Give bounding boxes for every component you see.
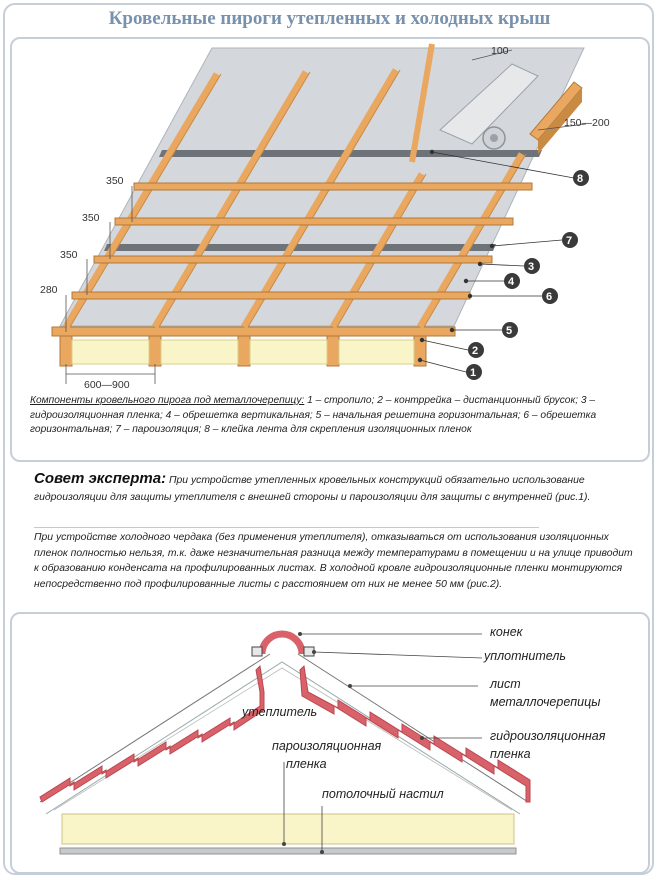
cold-roof-note: При устройстве холодного чердака (без применения утеплителя), отказываться от использования изоляционных пленок полностью нельзя, т.к. даже незначительная разница между температурами в помещении и на улице приводит к образованию конденсата на профилированных листах. В холодной кровле гидроизоляционные пленки монтируются непосредственно под профилированные листы с расстоянием от них не менее 50 мм (рис.2). [34, 532, 633, 590]
svg-text:7: 7 [566, 235, 573, 247]
dim-350-top: 350 [106, 175, 124, 187]
label-vapor-line1: пароизоляционная [272, 739, 382, 753]
ridge-cap [262, 634, 302, 654]
marker-4 [504, 273, 520, 289]
caption-lead: Компоненты кровельного пирога под металлочерепицу: [30, 395, 305, 406]
ceiling-deck [60, 848, 516, 854]
marker-5 [502, 322, 518, 338]
metal-tile-left [40, 666, 264, 802]
svg-text:2: 2 [472, 345, 479, 357]
cold-roof-diagram-panel [10, 612, 650, 874]
svg-text:3: 3 [528, 261, 535, 273]
label-sheet-line1: лист [490, 677, 521, 691]
svg-text:4: 4 [508, 276, 515, 288]
dim-100: 100 [491, 45, 509, 57]
expert-lead: Совет эксперта: [34, 470, 167, 487]
marker-1 [466, 364, 482, 380]
page-title: Кровельные пироги утепленных и холодных крыш [108, 8, 551, 29]
dim-150-200: 150—200 [564, 117, 610, 129]
expert-text: При устройстве утепленных кровельных конструкций обязательно использование гидроизоляции для защиты утеплителя с внешней стороны и пароизоляции для защиты с внутренней (рис.1). [34, 475, 591, 503]
dim-280: 280 [40, 284, 58, 296]
label-waterproof-line2: пленка [490, 747, 531, 761]
ceiling-insulation [62, 814, 514, 844]
label-insulation: утеплитель [242, 705, 318, 719]
svg-text:6: 6 [546, 291, 553, 303]
caption-text: 1 – стропило; 2 – контррейка – дистанционный брусок; 3 – гидроизоляционная пленка; 4 – обрешетка вертикальная; 5 – начальная решетина горизонтальная; 6 – обрешетка горизонтальная; 7 – пароизоляция; 8 – клейка лента для скрепления изоляционных пленок [30, 395, 597, 435]
svg-text:8: 8 [577, 173, 584, 185]
tape-seam-lower [104, 244, 496, 251]
dim-350-low: 350 [60, 249, 78, 261]
start-batten [52, 327, 455, 336]
label-vapor-line2: пленка [286, 757, 327, 771]
dim-350-mid: 350 [82, 212, 100, 224]
warm-roof-diagram-panel [10, 37, 650, 462]
marker-2 [468, 342, 484, 358]
cold-roof-diagram [12, 614, 648, 872]
label-seal: уплотнитель [484, 649, 566, 663]
label-sheet-line2: металлочерепицы [490, 695, 601, 709]
dim-600-900: 600—900 [84, 379, 130, 391]
svg-text:1: 1 [470, 367, 477, 379]
diagram1-caption [30, 394, 642, 438]
expert-advice [34, 471, 634, 506]
ridge-seal-left [252, 647, 262, 656]
divider [34, 527, 539, 528]
marker-6 [542, 288, 558, 304]
svg-text:5: 5 [506, 325, 513, 337]
label-ceiling: потолочный настил [322, 787, 444, 801]
marker-3 [524, 258, 540, 274]
marker-8 [573, 170, 589, 186]
label-ridge: конек [490, 625, 523, 639]
label-waterproof-line1: гидроизоляционная [490, 729, 606, 743]
marker-7 [562, 232, 578, 248]
